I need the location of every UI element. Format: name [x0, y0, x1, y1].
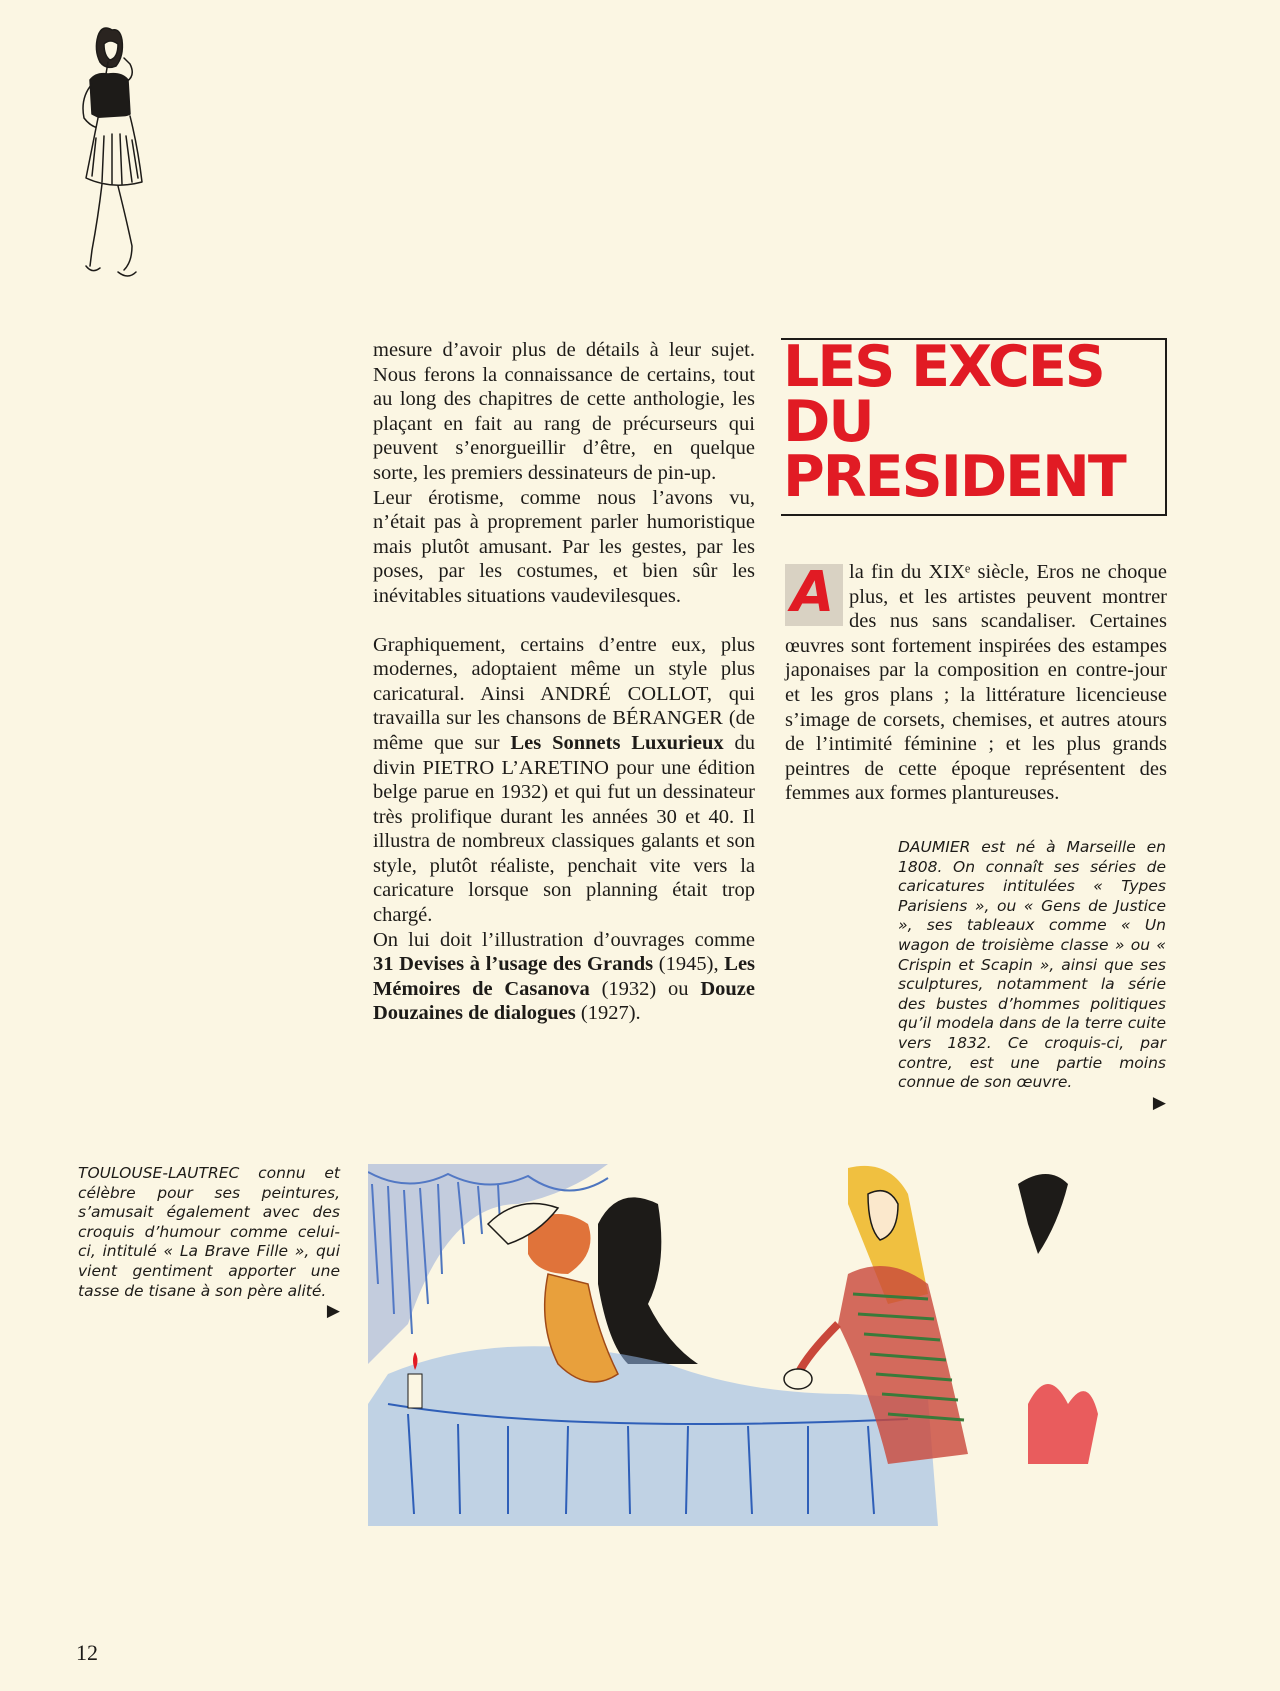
toulouse-lautrec-caption	[78, 1164, 340, 1321]
right-triangle-icon: ▶	[326, 1301, 340, 1322]
erotisme-paragraph: Leur érotisme, comme nous l’avons vu, n’était pas à proprement parler humoristique mais plutôt amusant. Par les gestes, par les poses, par les costumes, et bien sûr les inévitables situations vaudevilesques.	[373, 486, 755, 607]
text-segment: (1927).	[580, 1002, 641, 1025]
la-brave-fille-illustration	[368, 1164, 1168, 1526]
caption-text: DAUMIER est né à Marseille en 1808. On connaît ses séries de caricatures intitulées « Types Parisiens », ou « Gens de Justice », ses tableaux comme « Un wagon de troisième classe » ou « Crispin et Scapin », ainsi que ses sculptures, notamment la série des bustes d’hommes politiques qu’il modela dans de la terre cuite vers 1832. Ce croquis-ci, par contre, est une partie moins connue de son œuvre.	[898, 838, 1166, 1092]
right-triangle-icon: ▶	[1152, 1092, 1166, 1113]
intro-paragraph: mesure d’avoir plus de détails à leur sujet. Nous ferons la connaissance de certains, tout au long des chapitres de cette anthologie, les plaçant en fait au rang de précurseurs qui peuvent s’enorgueillir d’être, en quelque sorte, les premiers dessinateurs de pin-up.	[373, 339, 755, 484]
text-segment: Graphiquement, certains d’entre eux, plus modernes, adoptaient même un style plus caricatural. Ainsi ANDRÉ COLLOT, qui travailla sur les chansons de BÉRANGER (de même que sur	[373, 633, 755, 754]
article-intro	[785, 560, 1167, 806]
book-title: 31 Devises à l’usage des Grands	[373, 953, 654, 976]
book-title: Douze Douzaines de dialogues	[373, 977, 755, 1025]
left-text-column	[373, 338, 755, 1026]
article-title	[783, 334, 1183, 510]
dropcap	[785, 560, 843, 626]
right-text-column	[785, 560, 1167, 806]
dropcap-letter: A	[791, 560, 835, 625]
text-segment: la fin du	[849, 561, 922, 583]
caption-text: TOULOUSE-LAUTREC connu et célèbre pour ses peintures, s’amusait également avec des croquis d’humour comme celui-ci, intitulé « La Brave Fille », qui vient gentiment apporter une tasse de tisane à son père alité.	[78, 1164, 340, 1300]
graphiquement-paragraph	[373, 633, 755, 928]
text-segment: siècle, Eros ne choque plus, et les artistes peuvent montrer des nus sans scandaliser. Certaines œuvres sont fortement inspirées des estampes japonaises par la composition en contre-jour et les gros plans ; la littérature licencieuse s’image de corsets, chemises, et autres atours de l’intimité féminine ; et les plus grands peintres de cette époque représentent des femmes aux formes plantureuses.	[785, 561, 1167, 805]
page-number: 12	[76, 1640, 98, 1665]
text-segment: (1945),	[658, 953, 719, 976]
pinup-illustration	[72, 18, 162, 286]
title-line: LES EXCES	[783, 334, 1104, 400]
title-line: DU	[783, 389, 873, 455]
daumier-caption	[898, 838, 1166, 1113]
text-segment: (1932) ou	[601, 977, 689, 1000]
title-line: PRESIDENT	[783, 444, 1125, 510]
ouvrages-paragraph	[373, 928, 755, 1026]
book-title: Les Mémoires de Casanova	[373, 953, 756, 1000]
text-segment: du divin PIETRO L’ARETINO pour une édition belge parue en 1932) et qui fut un dessinateur très prolifique durant les années 30 et 40. Il illustra de nombreux classiques galants et son style, plutôt réaliste, penchait vite vers la caricature lorsque son planning était trop chargé.	[373, 731, 756, 927]
book-title: Les Sonnets Luxurieux	[510, 731, 724, 754]
text-segment: On lui doit l’illustration d’ouvrages comme	[373, 928, 755, 951]
century: XIXᵉ	[928, 561, 971, 583]
